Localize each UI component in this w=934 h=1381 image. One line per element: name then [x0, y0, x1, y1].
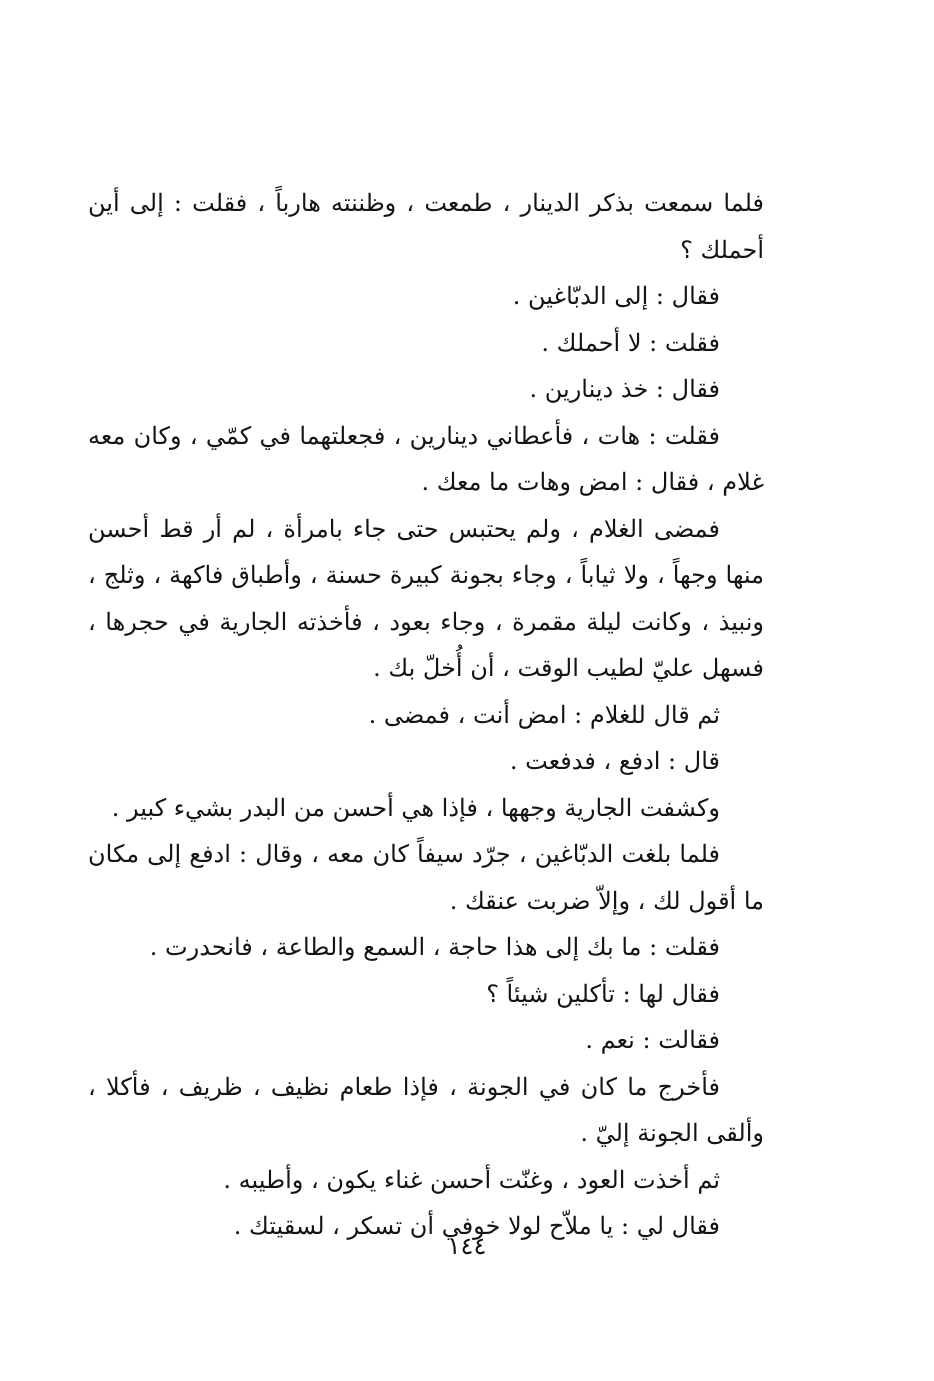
paragraph: فمضى الغلام ، ولم يحتبس حتى جاء بامرأة ، لم أر قط أحسن منها وجهاً ، ولا ثياباً ، وجاء بجونة كبيرة حسنة ، وأطباق فاكهة ، وثلج ، ونبيذ ، وكانت ليلة مقمرة ، وجاء بعود ، فأخذته الجارية في حجرها ، فسهل عليّ لطيب الوقت ، أن أُخلّ بك .	[88, 514, 764, 682]
paragraph: ثم قال للغلام : امض أنت ، فمضى .	[368, 700, 720, 729]
paragraph: فأخرج ما كان في الجونة ، فإذا طعام نظيف ، ظريف ، فأكلا ، وألقى الجونة إليّ .	[88, 1072, 764, 1147]
page-number: ١٤٤	[447, 1232, 487, 1260]
paragraph: فقالت : نعم .	[585, 1026, 720, 1054]
paragraph: فقلت : ما بك إلى هذا حاجة ، السمع والطاعة ، فانحدرت .	[149, 933, 720, 961]
paragraph: فلما بلغت الدبّاغين ، جرّد سيفاً كان معه ، وقال : ادفع إلى مكان ما أقول لك ، وإلاّ ضربت عنقك .	[88, 840, 764, 915]
paragraph: فقال لها : تأكلين شيئاً ؟	[486, 979, 720, 1008]
paragraph: فقال : خذ دينارين .	[529, 375, 720, 403]
body-text	[88, 180, 764, 1250]
paragraph: فلما سمعت بذكر الدينار ، طمعت ، وظننته هارباً ، فقلت : إلى أين أحملك ؟	[88, 189, 764, 264]
paragraph: ثم أخذت العود ، وغنّت أحسن غناء يكون ، وأطيبه .	[223, 1165, 720, 1194]
paragraph: قال : ادفع ، فدفعت .	[509, 747, 720, 775]
paragraph: فقال : إلى الدبّاغين .	[512, 282, 720, 310]
paragraph: وكشفت الجارية وجهها ، فإذا هي أحسن من البدر بشيء كبير .	[111, 793, 720, 822]
paragraph: فقلت : لا أحملك .	[541, 328, 720, 357]
paragraph: فقال لي : يا ملاّح لولا خوفي أن تسكر ، لسقيتك .	[233, 1212, 720, 1240]
paragraph: فقلت : هات ، فأعطاني دينارين ، فجعلتهما في كمّي ، وكان معه غلام ، فقال : امض وهات ما معك .	[88, 421, 764, 496]
